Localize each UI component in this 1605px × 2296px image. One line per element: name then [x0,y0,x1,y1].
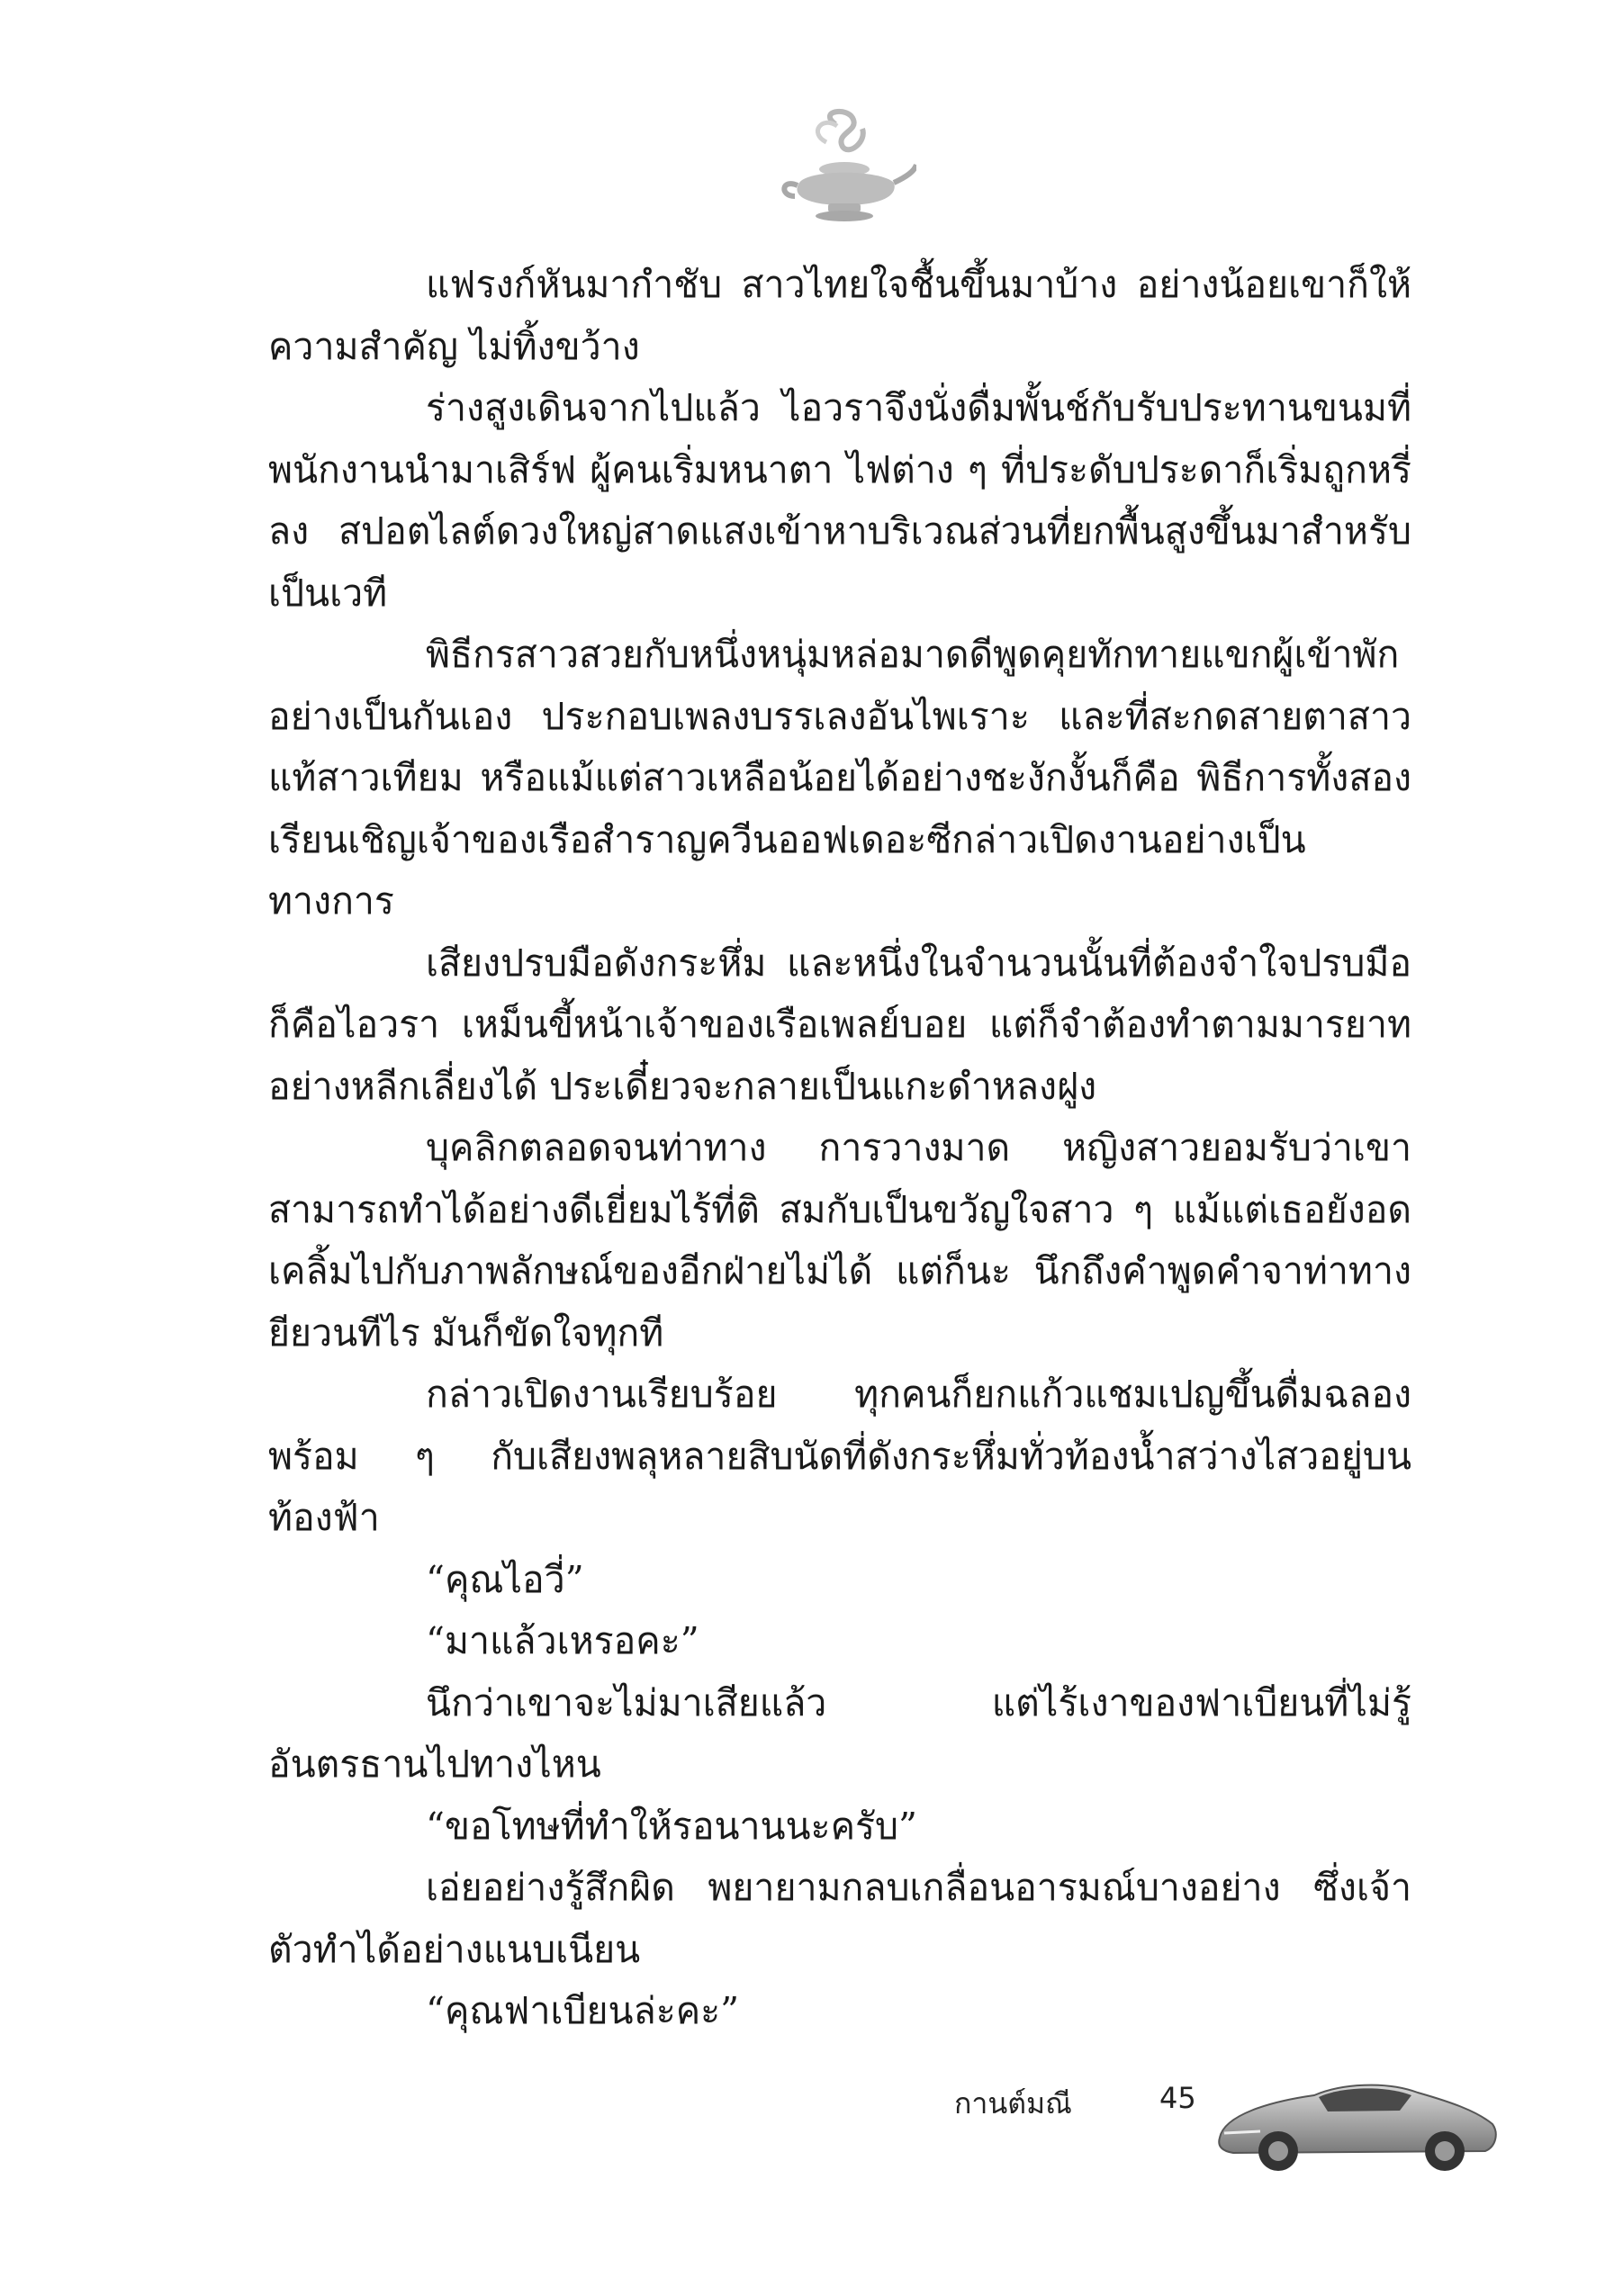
body-text [268,254,1411,2042]
magic-lamp-icon [772,106,916,232]
paragraph: เอ่ยอย่างรู้สึกผิด พยายามกลบเกลื่อนอารมณ์บางอย่าง ซึ่งเจ้าตัวทำได้อย่างแนบเนียน [268,1866,1411,1971]
sports-car-icon [1206,2061,1503,2178]
paragraph: บุคลิกตลอดจนท่าทาง การวางมาด หญิงสาวยอมรับว่าเขาสามารถทำได้อย่างดีเยี่ยมไร้ที่ติ สมกับเป็นขวัญใจสาว ๆ แม้แต่เธอยังอดเคลิ้มไปกับภาพลักษณ์ของอีกฝ่ายไม่ได้ แต่ก็นะ นึกถึงคำพูดคำจาท่าทางยียวนทีไร มันก็ขัดใจทุกที [268,1126,1411,1355]
page-number: 45 [1159,2081,1196,2115]
paragraph: เสียงปรบมือดังกระหึ่ม และหนึ่งในจำนวนนั้นที่ต้องจำใจปรบมือก็คือไอวรา เหม็นขี้หน้าเจ้าของเรือเพลย์บอย แต่ก็จำต้องทำตามมารยาทอย่างหลีกเลี่ยงได้ ประเดี๋ยวจะกลายเป็นแกะดำหลงฝูง [268,941,1411,1108]
dialogue-line: “มาแล้วเหรอคะ” [426,1619,699,1662]
dialogue-line: “คุณฟาเบียนล่ะคะ” [426,1989,740,2032]
dialogue-line: “ขอโทษที่ทำให้รอนานนะครับ” [426,1804,918,1848]
paragraph: กล่าวเปิดงานเรียบร้อย ทุกคนก็ยกแก้วแชมเปญขึ้นดื่มฉลองพร้อม ๆ กับเสียงพลุหลายสิบนัดที่ดังกระหึ่มทั่วท้องน้ำสว่างไสวอยู่บนท้องฟ้า [268,1373,1411,1539]
page-footer [918,2061,1548,2178]
paragraph: พิธีกรสาวสวยกับหนึ่งหนุ่มหล่อมาดดีพูดคุยทักทายแขกผู้เข้าพักอย่างเป็นกันเอง ประกอบเพลงบรรเลงอันไพเราะ และที่สะกดสายตาสาวแท้สาวเทียม หรือแม้แต่สาวเหลือน้อยได้อย่างชะงักงั้นก็คือ พิธีการทั้งสองเรียนเชิญเจ้าของเรือสำราญควีนออฟเดอะซีกล่าวเปิดงานอย่างเป็นทางการ [268,633,1411,923]
paragraph: นึกว่าเขาจะไม่มาเสียแล้ว แต่ไร้เงาของฟาเบียนที่ไม่รู้อันตรธานไปทางไหน [268,1680,1411,1786]
book-title: กานต์มณี [954,2086,1072,2120]
dialogue-line: “คุณไอวี่” [426,1557,584,1601]
paragraph: ร่างสูงเดินจากไปแล้ว ไอวราจึงนั่งดื่มพั้นช์กับรับประทานขนมที่พนักงานนำมาเสิร์ฟ ผู้คนเริ่มหนาตา ไฟต่าง ๆ ที่ประดับประดาก็เริ่มถูกหรี่ลง สปอตไลต์ดวงใหญ่สาดแสงเข้าหาบริเวณส่วนที่ยกพื้นสูงขึ้นมาสำหรับเป็นเวที [268,386,1411,615]
paragraph: แฟรงก์หันมากำชับ สาวไทยใจชื้นขึ้นมาบ้าง อย่างน้อยเขาก็ให้ความสำคัญ ไม่ทิ้งขว้าง [268,263,1411,368]
